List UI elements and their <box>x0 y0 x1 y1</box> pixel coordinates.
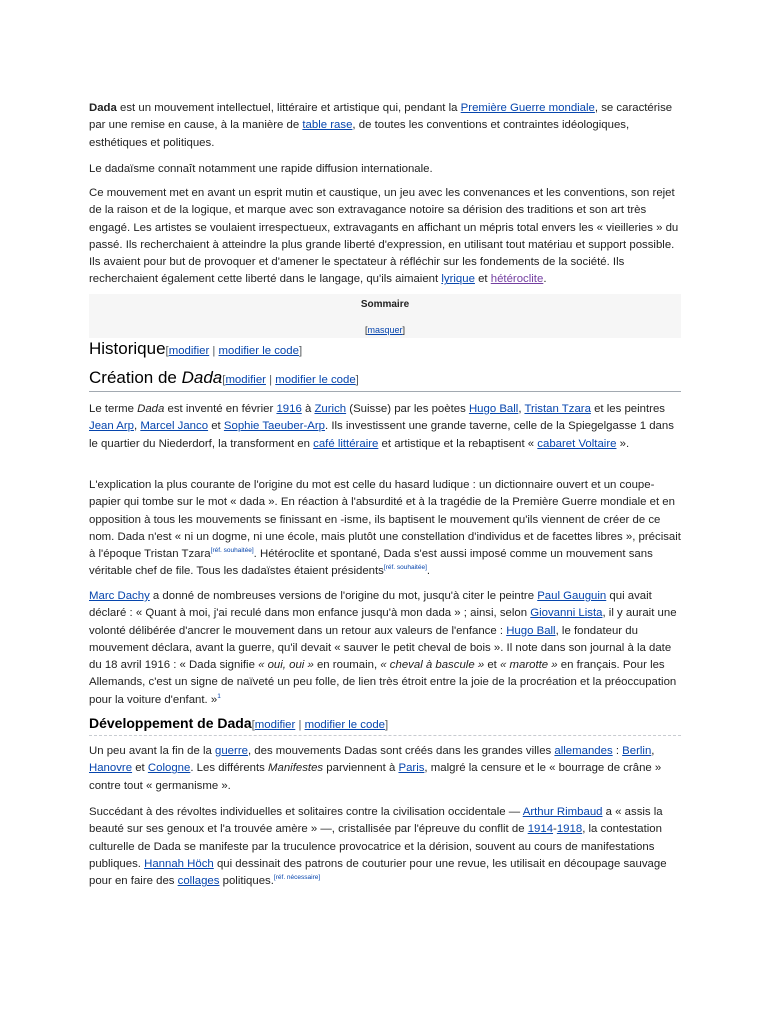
text: et les peintres <box>590 403 665 415</box>
link-premiere-guerre-mondiale[interactable]: Première Guerre mondiale <box>460 102 595 114</box>
intro-paragraph-3 <box>89 185 681 289</box>
link-hannah-hoch[interactable]: Hannah Höch <box>144 857 214 870</box>
toc-hide-link[interactable]: masquer <box>367 325 403 335</box>
text: , le fondateur du mouvement déclara, avant la guerre, qu'il devait « sauver le petit cheval de bois ». Il note dans son journal à la date du 18 avril 1916 : « Dada signifie <box>89 624 672 672</box>
text-italic: « marotte » <box>500 659 558 672</box>
link-allemandes[interactable]: allemandes <box>554 745 613 757</box>
heading-creation-de-dada <box>89 368 681 392</box>
text: en roumain, <box>313 659 381 672</box>
link-arthur-rimbaud[interactable]: Arthur Rimbaud <box>522 806 603 818</box>
text: politiques. <box>219 875 274 888</box>
developpement-paragraph-2 <box>89 804 681 890</box>
text: a donné de nombreuses versions de l'origine du mot, jusqu'à citer le peintre <box>149 590 538 602</box>
intro-paragraph-1 <box>89 100 681 152</box>
footnote-link[interactable]: 1 <box>217 692 221 700</box>
text: , <box>518 403 525 415</box>
link-marc-dachy[interactable]: Marc Dachy <box>89 590 150 602</box>
bracket: ] <box>355 374 359 386</box>
text: . Les différents <box>190 762 269 775</box>
text: , se caractérise par une remise en cause, à la manière de <box>89 102 673 132</box>
edit-source-link[interactable]: modifier le code <box>218 345 299 357</box>
citation-needed-link[interactable]: [réf. nécessaire] <box>273 874 321 882</box>
separator: | <box>295 719 305 731</box>
text: , de toutes les conventions et contraintes idéologiques, esthétiques et politiques. <box>89 119 630 149</box>
intro-paragraph-2: Le dadaïsme connaît notamment une rapide diffusion internationale. <box>89 163 433 175</box>
link-collages[interactable]: collages <box>177 875 220 888</box>
text: - <box>553 823 557 836</box>
text: et <box>132 762 148 775</box>
link-cabaret-voltaire[interactable]: cabaret Voltaire <box>537 437 617 450</box>
citation-needed <box>384 565 427 572</box>
footnote-ref <box>217 693 221 700</box>
creation-paragraph-1 <box>89 401 681 453</box>
text: qui dessinait des patrons de couturier pour une revue, les utilisait en découpage sauvage pour en faire des <box>89 857 667 888</box>
text: Ce mouvement met en avant un esprit mutin et caustique, un jeu avec les convenances et les conventions, son rejet de la raison et de la logique, et marque avec son extravagance notoire sa dérision des traditions et son art très engagé. Les artistes se voulaient irrespectueux, extravagants en affichant un mépris total envers les « vieilleries » du passé. Ils recherchaient à atteindre la plus grande liberté d'expression, en utilisant tout matériau et support possible. Ils avaient pour but de provoquer et d'amener le spectateur à réfléchir sur les fondements de la société. Ils recherchaient également cette liberté dans le langage, qu'ils aimaient <box>89 187 679 286</box>
citation-needed <box>211 547 254 554</box>
toc-toggle <box>89 325 681 335</box>
heading-text: Développement de Dada <box>89 715 252 731</box>
edit-link[interactable]: modifier <box>254 719 296 731</box>
link-table-rase[interactable]: table rase <box>302 119 353 132</box>
link-cologne[interactable]: Cologne <box>147 762 191 775</box>
bracket: [ <box>165 345 169 357</box>
link-hugo-ball[interactable]: Hugo Ball <box>468 403 519 415</box>
text: (Suisse) par les poètes <box>346 403 469 415</box>
creation-paragraph-2 <box>89 477 681 581</box>
bracket: ] <box>402 325 406 335</box>
link-hugo-ball[interactable]: Hugo Ball <box>506 624 556 637</box>
link-berlin[interactable]: Berlin <box>622 745 652 757</box>
heading-text: Historique <box>89 339 166 358</box>
text: , malgré la censure et le « bourrage de crâne » contre tout « germanisme ». <box>89 762 662 792</box>
link-paris[interactable]: Paris <box>398 762 425 775</box>
text: , <box>133 420 141 433</box>
link-tristan-tzara[interactable]: Tristan Tzara <box>524 403 591 415</box>
text: : <box>612 745 623 757</box>
link-1914[interactable]: 1914 <box>527 823 554 836</box>
bracket: ] <box>298 345 303 357</box>
text: . <box>543 273 547 286</box>
link-jean-arp[interactable]: Jean Arp <box>89 420 134 433</box>
bracket: ] <box>385 719 389 731</box>
table-of-contents <box>89 294 681 338</box>
bracket: [ <box>222 374 226 386</box>
text: et <box>208 420 224 433</box>
link-1918[interactable]: 1918 <box>556 823 583 836</box>
link-heteroclite[interactable]: hétéroclite <box>490 273 544 286</box>
text: et artistique et la rebaptisent « <box>378 437 538 450</box>
link-cafe-litteraire[interactable]: café littéraire <box>313 437 379 450</box>
text: . Ils investissent une grande taverne, celle de la Spiegelgasse 1 dans le quartier du Niederdorf, la transforment en <box>89 420 674 450</box>
edit-section <box>252 719 389 731</box>
article-subject: Dada <box>89 102 117 114</box>
edit-link[interactable]: modifier <box>168 345 210 357</box>
text: a « assis la beauté sur ses genoux et l'a trouvée amère » —, cristallisée par l'épreuve du conflit de <box>89 806 663 836</box>
text: et <box>484 659 500 672</box>
heading-historique <box>89 339 681 361</box>
edit-source-link[interactable]: modifier le code <box>275 374 356 386</box>
link-sophie-taeuber-arp[interactable]: Sophie Taeuber-Arp <box>223 420 326 433</box>
link-lyrique[interactable]: lyrique <box>441 273 475 286</box>
creation-paragraph-3 <box>89 588 681 709</box>
link-guerre[interactable]: guerre <box>215 745 248 757</box>
developpement-paragraph-1 <box>89 743 681 795</box>
text: à <box>301 403 315 415</box>
heading-developpement-de-dada <box>89 713 681 736</box>
citation-needed <box>274 874 320 881</box>
text: est un mouvement intellectuel, littéraire et artistique qui, pendant la <box>116 102 461 114</box>
text: L'explication la plus courante de l'origine du mot est celle du hasard ludique : un dictionnaire ouvert et un coupe-papier qui tombe sur le mot « dada ». En réaction à l'absurdité et à la tragédie de la Première Guerre mondiale et en opposition à tous les mouvements se finissant en -isme, ils baptisent le mouvement qu'ils viennent de créer de ce nom. Dada n'est « ni un dogme, ni une école, mais plutôt une constellation d'individus et de facettes libres », précisait à l'époque Tristan Tzara <box>89 479 681 561</box>
link-marcel-janco[interactable]: Marcel Janco <box>140 420 209 433</box>
edit-link[interactable]: modifier <box>225 374 266 386</box>
edit-source-link[interactable]: modifier le code <box>304 719 386 731</box>
toc-title: Sommaire <box>360 299 410 310</box>
text: qui avait déclaré : « Quant à moi, j'ai reculé dans mon enfance jusqu'à mon dada » ; ainsi, selon <box>89 590 652 620</box>
text: , la contestation culturelle de Dada se manifeste par la truculence provocatrice et la dérision, souvent au cours de manifestations publiques. <box>89 823 662 870</box>
text: , <box>651 745 655 757</box>
separator: | <box>265 374 276 386</box>
link-zurich[interactable]: Zurich <box>314 403 347 415</box>
link-paul-gauguin[interactable]: Paul Gauguin <box>537 590 607 602</box>
link-giovanni-lista[interactable]: Giovanni Lista <box>530 607 603 620</box>
text: . Hétéroclite et spontané, Dada s'est aussi imposé comme un mouvement sans véritable chef de file. Tous les dadaïstes étaient présidents <box>89 548 653 578</box>
text: , des mouvements Dadas sont créés dans les grandes villes <box>247 745 555 757</box>
separator: | <box>209 345 219 357</box>
edit-section <box>166 345 303 357</box>
text: , il y aurait une volonté délibérée d'ancrer le mouvement dans un retour aux valeurs de l'enfance : <box>89 607 677 637</box>
text: Un peu avant la fin de la <box>89 745 216 757</box>
text: Le terme <box>89 403 138 415</box>
bracket: [ <box>251 719 255 731</box>
text: en français. Pour les Allemands, c'est un signe de naïveté un peu folle, de lien très étroit entre la joie de la procréation et la préoccupation pour la voiture d'enfant. » <box>89 659 677 706</box>
citation-needed-link[interactable]: [réf. souhaitée] <box>210 547 254 555</box>
text-italic: « oui, oui » <box>258 659 314 672</box>
text: Succédant à des révoltes individuelles et solitaires contre la civilisation occidentale — <box>89 806 523 818</box>
citation-needed-link[interactable]: [réf. souhaitée] <box>383 564 427 572</box>
link-1916[interactable]: 1916 <box>276 403 302 415</box>
text-italic: Dada <box>137 403 165 415</box>
heading-text: Création de <box>89 368 182 387</box>
link-hanovre[interactable]: Hanovre <box>89 762 133 775</box>
bracket: [ <box>364 325 368 335</box>
text: est inventé en février <box>164 403 277 415</box>
text: . <box>426 565 431 578</box>
text: parviennent à <box>323 762 399 775</box>
text: et <box>474 273 491 286</box>
text: ». <box>616 437 630 450</box>
text-italic: « cheval à bascule » <box>380 659 485 672</box>
heading-text-italic: Dada <box>181 368 223 387</box>
edit-section <box>222 374 359 386</box>
text-italic: Manifestes <box>268 762 324 775</box>
